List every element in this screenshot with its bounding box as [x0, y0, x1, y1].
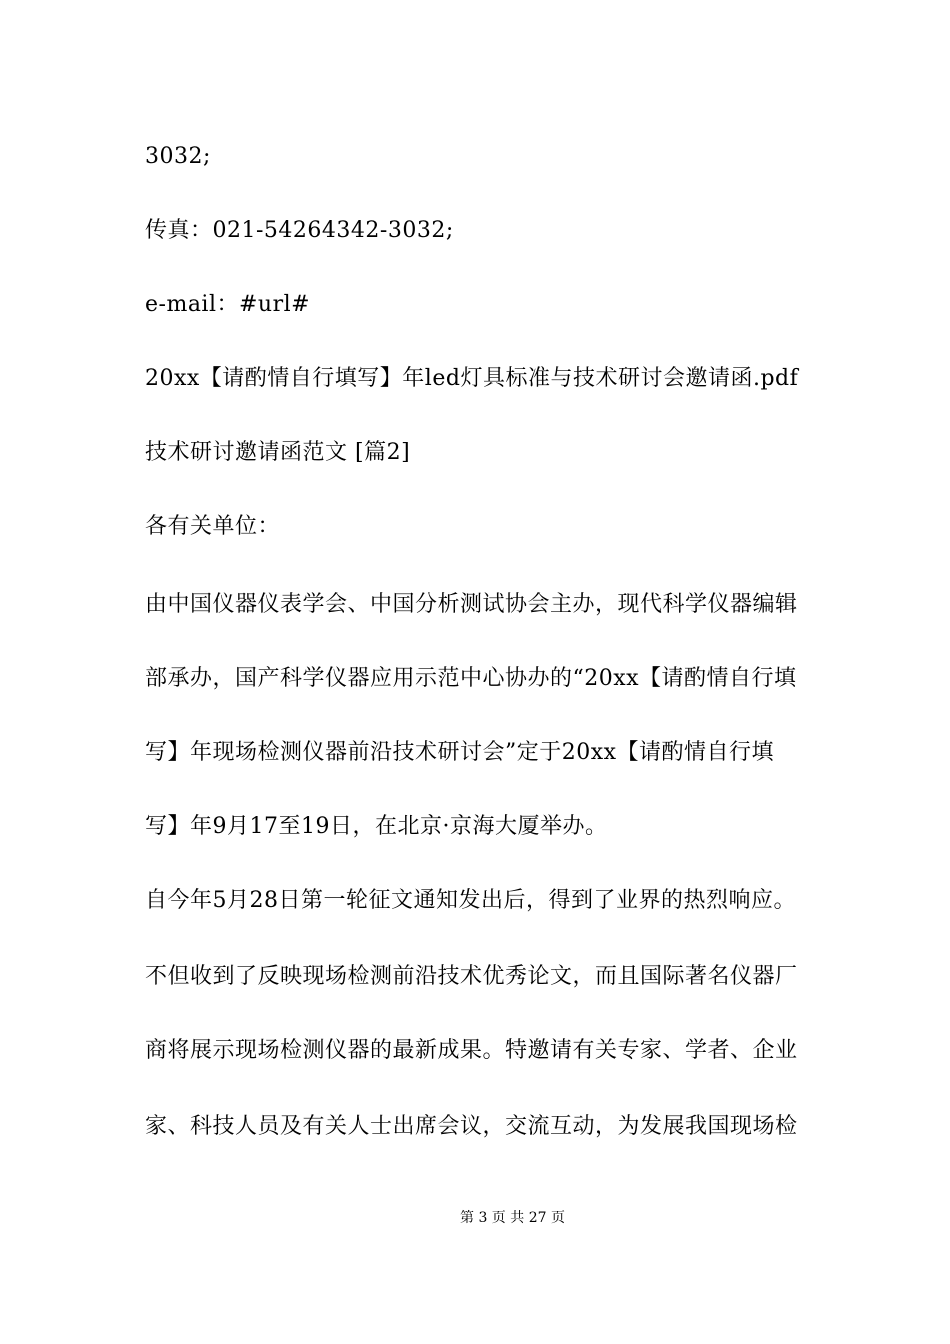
text-line: 部承办，国产科学仪器应用示范中心协办的“20xx【请酌情自行填	[145, 666, 797, 691]
text-line: 由中国仪器仪表学会、中国分析测试协会主办，现代科学仪器编辑	[145, 592, 798, 617]
text-line: 写】年现场检测仪器前沿技术研讨会”定于20xx【请酌情自行填	[145, 740, 775, 765]
page-number-footer: 第 3 页 共 27 页	[460, 1210, 565, 1226]
text-line: 20xx【请酌情自行填写】年led灯具标准与技术研讨会邀请函.pdf	[145, 366, 799, 391]
salutation: 各有关单位：	[145, 514, 281, 539]
text-line: 传真：021-54264342-3032;	[145, 218, 454, 243]
text-line: e-mail：#url#	[145, 292, 311, 317]
text-line: 商将展示现场检测仪器的最新成果。特邀请有关专家、学者、企业	[145, 1038, 798, 1063]
text-line: 3032;	[145, 144, 211, 169]
section-heading: 技术研讨邀请函范文 [篇2]	[145, 440, 411, 465]
text-line: 写】年9月17至19日，在北京·京海大厦举办。	[145, 814, 608, 839]
text-line: 不但收到了反映现场检测前沿技术优秀论文，而且国际著名仪器厂	[145, 964, 798, 989]
text-line: 家、科技人员及有关人士出席会议，交流互动，为发展我国现场检	[145, 1114, 798, 1139]
text-line: 自今年5月28日第一轮征文通知发出后，得到了业界的热烈响应。	[145, 888, 796, 913]
